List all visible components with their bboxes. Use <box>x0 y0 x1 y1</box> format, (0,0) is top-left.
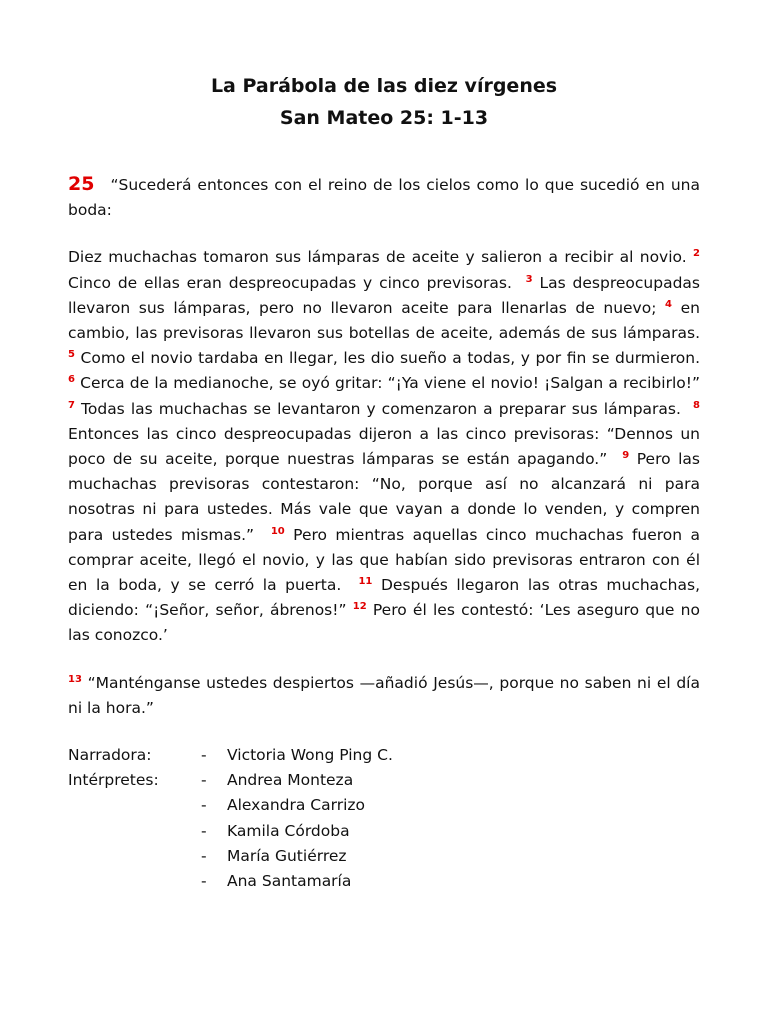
chapter-number: 25 <box>68 173 95 195</box>
dash: - <box>201 821 207 840</box>
credits-row-performer <box>68 819 700 844</box>
verse-11-number: 11 <box>358 576 373 588</box>
verse-10-text: Pero mientras aquellas cinco muchachas fueron a comprar aceite, llegó el novio, y las que habían sido previsoras entraron con él en la boda, y se cerró la puerta. <box>68 525 700 595</box>
intro-paragraph <box>68 172 700 223</box>
dash: - <box>201 746 207 765</box>
role-spacer <box>68 793 201 818</box>
verse-13-number: 13 <box>68 673 82 685</box>
verse-2-text: Cinco de ellas eran despreocupadas y cinco previsoras. <box>68 273 512 292</box>
verse-3-text: Las despreocupadas llevaron sus lámparas, pero no llevaron aceite para llenarlas de nuevo; <box>68 273 700 317</box>
verse-11-text: Después llegaron las otras muchachas, diciendo: “¡Señor, señor, ábrenos!” <box>68 576 701 620</box>
performer-name: María Gutiérrez <box>227 846 347 865</box>
credits-row-performer <box>68 844 700 869</box>
verse-10-number: 10 <box>270 525 285 537</box>
verse-6-text: Cerca de la medianoche, se oyó gritar: “¡Ya viene el novio! ¡Salgan a recibirlo!” <box>80 374 700 393</box>
verse-3-number: 3 <box>525 273 533 285</box>
role-spacer <box>68 869 201 894</box>
narrator-label: Narradora: <box>68 746 152 765</box>
verse-4-number: 4 <box>665 298 673 310</box>
dash: - <box>201 771 207 790</box>
credits-list <box>68 743 700 894</box>
verse-2-number: 2 <box>693 248 700 260</box>
title-line-1: La Parábola de las diez vírgenes <box>210 75 558 97</box>
credits-row-narrator <box>68 743 700 768</box>
document-page <box>68 70 700 894</box>
performer-name: Ana Santamaría <box>227 872 352 890</box>
narrator-name: Victoria Wong Ping C. <box>227 746 393 765</box>
verse-4-text: en cambio, las previsoras llevaron sus botellas de aceite, además de sus lámparas. <box>68 298 700 343</box>
verse-8-number: 8 <box>693 399 700 411</box>
verse-1-text: Diez muchachas tomaron sus lámparas de aceite y salieron a recibir al novio. <box>68 248 687 267</box>
credits-row-performer <box>68 869 700 894</box>
verse-8-text: Entonces las cinco despreocupadas dijeron a las cinco previsoras: “Dennos un poco de su aceite, porque nuestras lámparas se están apagando.” <box>68 424 700 469</box>
title-line-2: San Mateo 25: 1-13 <box>279 107 489 129</box>
verse-7-text: Todas las muchachas se levantaron y comenzaron a preparar sus lámparas. <box>81 399 681 418</box>
verse-5-number: 5 <box>68 349 75 361</box>
verse-13-text: “Manténganse ustedes despiertos —añadió Jesús—, porque no saben ni el día ni la hora.” <box>68 673 700 717</box>
verse-6-number: 6 <box>68 374 75 386</box>
performer-name: Alexandra Carrizo <box>227 796 366 815</box>
dash: - <box>201 872 207 890</box>
intro-text: “Sucederá entonces con el reino de los cielos como lo que sucedió en una boda: <box>68 176 700 220</box>
document-title <box>68 70 700 134</box>
verse-5-text: Como el novio tardaba en llegar, les dio sueño a todas, y por fin se durmieron. <box>80 349 701 368</box>
performer-name: Kamila Córdoba <box>227 821 350 840</box>
verse-12-text: Pero él les contestó: ‘Les aseguro que no las conozco.’ <box>68 601 700 645</box>
credits-row-performer <box>68 768 700 793</box>
dash: - <box>201 846 207 865</box>
closing-paragraph <box>68 671 700 721</box>
performers-label: Intérpretes: <box>68 771 159 790</box>
role-spacer <box>68 844 201 869</box>
verse-9-text: Pero las muchachas previsoras contestaron: “No, porque así no alcanzará ni para nosotras ni para ustedes. Más vale que vayan a donde lo venden, y compren para ustedes mismas.” <box>68 450 700 544</box>
role-spacer <box>68 819 201 844</box>
verse-12-number: 12 <box>352 601 367 613</box>
dash: - <box>201 796 207 815</box>
credits-row-performer <box>68 793 700 818</box>
verse-9-number: 9 <box>622 450 630 462</box>
verse-7-number: 7 <box>68 399 75 411</box>
performer-name: Andrea Monteza <box>227 771 354 790</box>
parable-paragraph <box>68 245 700 648</box>
